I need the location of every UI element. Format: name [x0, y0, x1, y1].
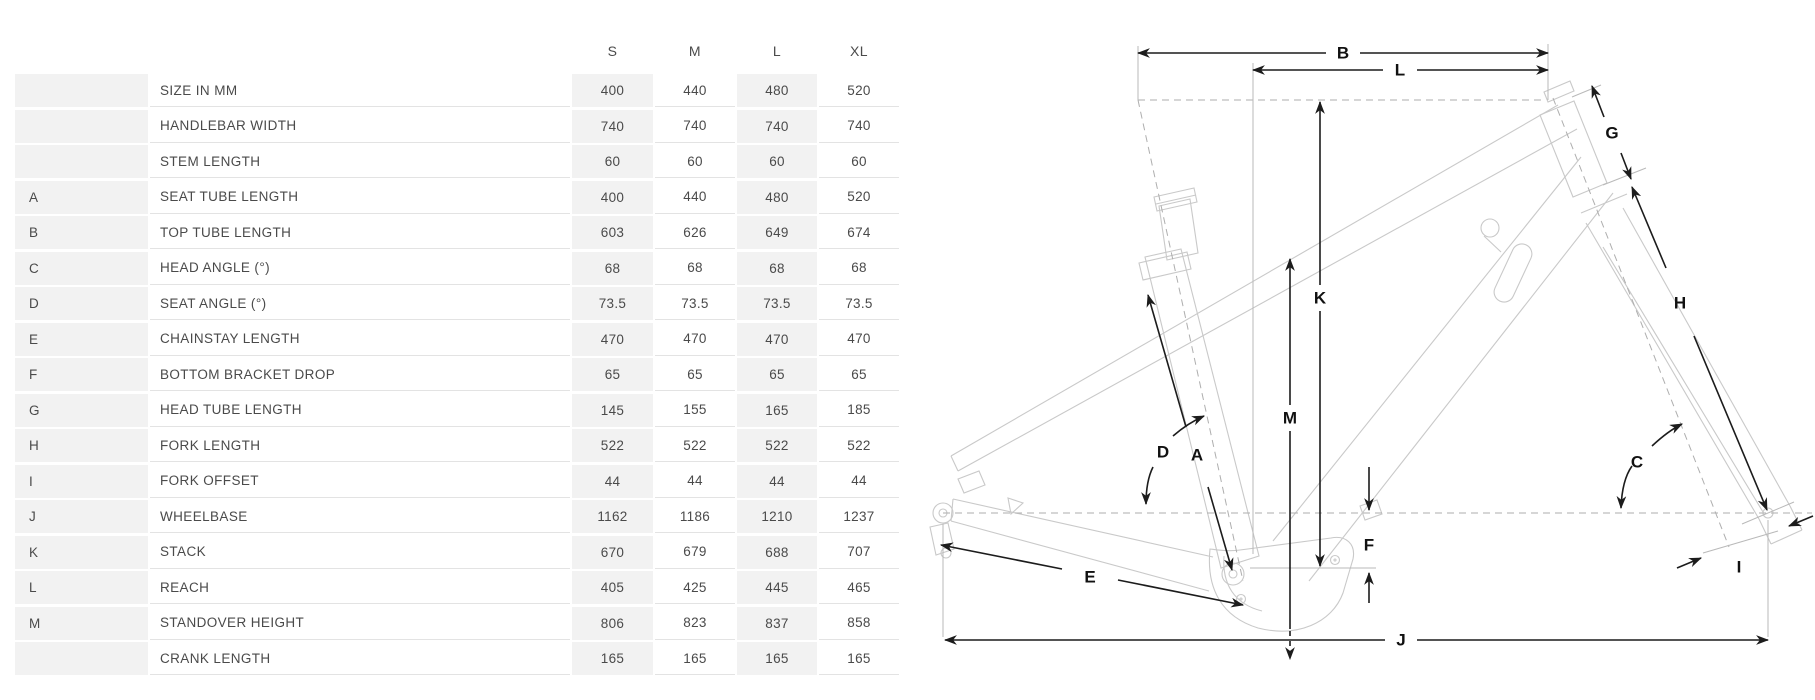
dimension-letter-cell: C [15, 252, 148, 285]
value-cell-xl: 1237 [819, 500, 899, 533]
value-cell-s: 603 [572, 216, 653, 249]
dimension-label-m: M [1282, 408, 1298, 428]
dimension-label-cell: HEAD TUBE LENGTH [150, 394, 570, 427]
value-cell-m: 44 [655, 465, 735, 498]
column-header-xl: XL [849, 43, 869, 59]
value-cell-l: 649 [737, 216, 817, 249]
value-cell-m: 823 [655, 607, 735, 640]
dimension-label-cell: SEAT ANGLE (°) [150, 287, 570, 320]
value-cell-m: 1186 [655, 500, 735, 533]
value-cell-m: 165 [655, 642, 735, 675]
value-cell-s: 400 [572, 181, 653, 214]
value-cell-xl: 740 [819, 110, 899, 143]
value-cell-l: 522 [737, 429, 817, 462]
dimension-letter-cell: L [15, 571, 148, 604]
value-cell-s: 73.5 [572, 287, 653, 320]
value-cell-l: 165 [737, 394, 817, 427]
value-cell-m: 440 [655, 74, 735, 107]
value-cell-xl: 65 [819, 358, 899, 391]
value-cell-xl: 465 [819, 571, 899, 604]
construction-axes [943, 98, 1812, 581]
dimension-label-cell: REACH [150, 571, 570, 604]
dimension-label-f: F [1363, 535, 1375, 555]
value-cell-l: 470 [737, 323, 817, 356]
value-cell-s: 60 [572, 145, 653, 178]
dimension-letter-cell: B [15, 216, 148, 249]
dimension-letter-cell: K [15, 536, 148, 569]
dimension-label-k: K [1313, 288, 1327, 308]
value-cell-s: 165 [572, 642, 653, 675]
dimension-label-cell: STEM LENGTH [150, 145, 570, 178]
dimension-letter-cell: E [15, 323, 148, 356]
dimension-letter-cell: M [15, 607, 148, 640]
value-cell-m: 65 [655, 358, 735, 391]
dimension-label-l: L [1394, 60, 1406, 80]
value-cell-xl: 520 [819, 74, 899, 107]
dimension-letter-cell: D [15, 287, 148, 320]
value-cell-m: 740 [655, 110, 735, 143]
dimension-label-cell: FORK OFFSET [150, 465, 570, 498]
value-cell-l: 1210 [737, 500, 817, 533]
value-cell-s: 670 [572, 536, 653, 569]
value-cell-l: 60 [737, 145, 817, 178]
value-cell-xl: 44 [819, 465, 899, 498]
value-cell-l: 480 [737, 181, 817, 214]
value-cell-s: 65 [572, 358, 653, 391]
dimension-label-g: G [1605, 123, 1619, 143]
dimension-label-cell: FORK LENGTH [150, 429, 570, 462]
value-cell-m: 155 [655, 394, 735, 427]
dimension-label-h: H [1673, 293, 1687, 313]
dimension-label-cell: CHAINSTAY LENGTH [150, 323, 570, 356]
dimension-label-j: J [1396, 630, 1406, 650]
dimension-label-b: B [1336, 43, 1350, 63]
value-cell-m: 626 [655, 216, 735, 249]
value-cell-xl: 470 [819, 323, 899, 356]
column-header-s: S [607, 43, 618, 59]
value-cell-m: 470 [655, 323, 735, 356]
value-cell-l: 480 [737, 74, 817, 107]
value-cell-l: 68 [737, 252, 817, 285]
value-cell-m: 60 [655, 145, 735, 178]
dimension-label-cell: BOTTOM BRACKET DROP [150, 358, 570, 391]
value-cell-l: 44 [737, 465, 817, 498]
value-cell-s: 145 [572, 394, 653, 427]
value-cell-xl: 522 [819, 429, 899, 462]
value-cell-s: 806 [572, 607, 653, 640]
value-cell-xl: 858 [819, 607, 899, 640]
dimension-letter-cell: H [15, 429, 148, 462]
column-header-m: M [688, 43, 702, 59]
dimension-label-cell: WHEELBASE [150, 500, 570, 533]
dimension-label-c: C [1630, 452, 1644, 472]
value-cell-l: 65 [737, 358, 817, 391]
dimension-label-cell: CRANK LENGTH [150, 642, 570, 675]
value-cell-s: 68 [572, 252, 653, 285]
value-cell-xl: 165 [819, 642, 899, 675]
value-cell-m: 68 [655, 252, 735, 285]
dimension-label-e: E [1084, 567, 1096, 587]
value-cell-xl: 73.5 [819, 287, 899, 320]
value-cell-s: 522 [572, 429, 653, 462]
dimension-label-i: I [1736, 557, 1742, 577]
value-cell-l: 837 [737, 607, 817, 640]
dimension-label-cell: SEAT TUBE LENGTH [150, 181, 570, 214]
dimension-letter-cell: A [15, 181, 148, 214]
value-cell-s: 1162 [572, 500, 653, 533]
dimension-letter-cell: I [15, 465, 148, 498]
value-cell-l: 688 [737, 536, 817, 569]
dimension-label-d: D [1156, 442, 1170, 462]
dimension-label-cell: STACK [150, 536, 570, 569]
value-cell-xl: 707 [819, 536, 899, 569]
value-cell-s: 405 [572, 571, 653, 604]
value-cell-s: 44 [572, 465, 653, 498]
dimension-arrows [941, 53, 1813, 659]
dimension-label-a: A [1190, 445, 1204, 465]
dimension-letter-cell: G [15, 394, 148, 427]
value-cell-xl: 60 [819, 145, 899, 178]
value-cell-l: 165 [737, 642, 817, 675]
value-cell-l: 445 [737, 571, 817, 604]
value-cell-m: 73.5 [655, 287, 735, 320]
dimension-label-cell: TOP TUBE LENGTH [150, 216, 570, 249]
value-cell-xl: 674 [819, 216, 899, 249]
dimension-label-cell: SIZE IN MM [150, 74, 570, 107]
value-cell-m: 425 [655, 571, 735, 604]
dimension-letter-cell: F [15, 358, 148, 391]
value-cell-m: 522 [655, 429, 735, 462]
value-cell-l: 740 [737, 110, 817, 143]
dimension-label-cell: HEAD ANGLE (°) [150, 252, 570, 285]
value-cell-xl: 185 [819, 394, 899, 427]
value-cell-s: 740 [572, 110, 653, 143]
column-header-l: L [772, 43, 782, 59]
value-cell-m: 679 [655, 536, 735, 569]
dimension-label-cell: HANDLEBAR WIDTH [150, 110, 570, 143]
value-cell-s: 470 [572, 323, 653, 356]
value-cell-s: 400 [572, 74, 653, 107]
dimension-label-cell: STANDOVER HEIGHT [150, 607, 570, 640]
value-cell-xl: 520 [819, 181, 899, 214]
dimension-letter-cell: J [15, 500, 148, 533]
value-cell-m: 440 [655, 181, 735, 214]
value-cell-xl: 68 [819, 252, 899, 285]
value-cell-l: 73.5 [737, 287, 817, 320]
